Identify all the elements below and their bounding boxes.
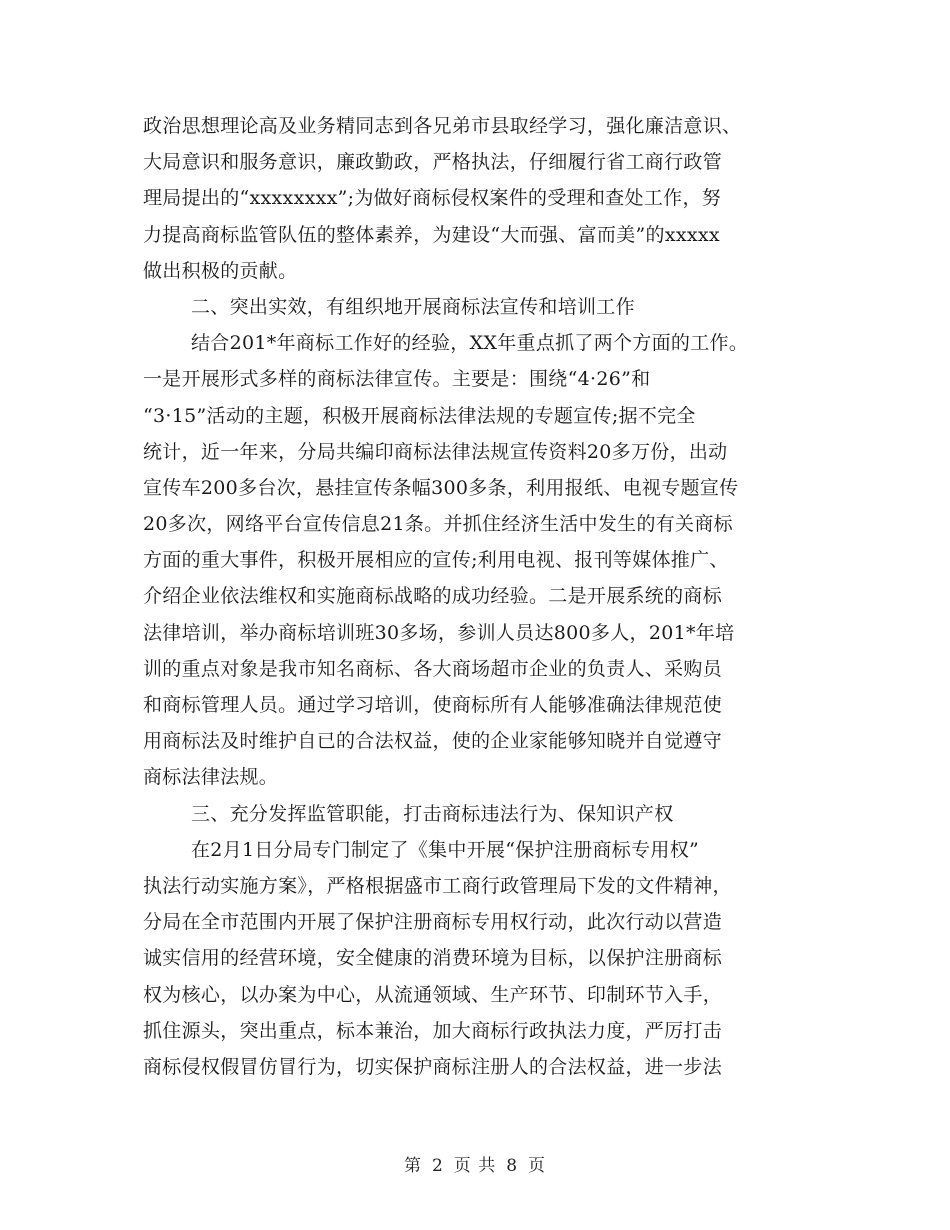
text-line-14: 介绍企业依法维权和实施商标战略的成功经验。二是开展系统的商标 (143, 585, 723, 608)
document-body (143, 108, 811, 1085)
text-line-19: 商标法律法规。 (143, 766, 279, 789)
footer-current-page: 2 (431, 1156, 444, 1176)
text-line-17: 和商标管理人员。通过学习培训，使商标所有人能够准确法律规范使 (143, 694, 723, 716)
text-line-24: 诚实信用的经营环境，安全健康的消费环境为目标，以保护注册商标 (143, 947, 723, 970)
text-line-25: 权为核心，以办案为中心，从流通领域、生产环节、印制环节入手， (143, 983, 723, 1006)
text-line-4: 力提高商标监管队伍的整体素养，为建设“大而强、富而美”的xxxxx (143, 223, 720, 246)
text-line-22: 执法行动实施方案》，严格根据盛市工商行政管理局下发的文件精神， (143, 874, 732, 897)
text-line-18: 用商标法及时维护自已的合法权益，使的企业家能够知晓并自觉遵守 (143, 730, 723, 753)
text-line-13: 方面的重大事件，积极开展相应的宣传;利用电视、报刊等媒体推广、 (143, 549, 729, 572)
text-line-12: 20多次，网络平台宣传信息21条。并抓住经济生活中发生的有关商标 (143, 513, 733, 536)
text-line-26: 抓住源头，突出重点，标本兼治，加大商标行政执法力度，严厉打击 (143, 1019, 723, 1042)
page-footer (0, 1151, 950, 1176)
text-line-11: 宣传车200多台次，悬挂宣传条幅300多条，利用报纸、电视专题宣传 (143, 476, 739, 499)
section-heading-3: 三、充分发挥监管职能，打击商标违法行为、保知识产权 (191, 802, 674, 825)
text-line-7: 结合201*年商标工作好的经验，XX年重点抓了两个方面的工作。 (191, 332, 749, 355)
footer-prefix: 第 (403, 1156, 422, 1176)
text-line-15: 法律培训，举办商标培训班30多场，参训人员达800多人，201*年培 (143, 621, 735, 644)
text-line-3: 理局提出的“xxxxxxxx”;为做好商标侵权案件的受理和查处工作，努 (143, 187, 722, 210)
text-line-23: 分局在全市范围内开展了保护注册商标专用权行动，此次行动以营造 (143, 911, 723, 934)
text-line-5: 做出积极的贡献。 (143, 259, 298, 282)
text-line-10: 统计，近一年来，分局共编印商标法律法规宣传资料20多万份，出动 (143, 440, 728, 463)
footer-total-pages: 8 (506, 1156, 519, 1176)
footer-middle: 页 共 (453, 1156, 497, 1176)
section-heading-2: 二、突出实效，有组织地开展商标法宣传和培训工作 (191, 295, 635, 318)
text-line-27: 商标侵权假冒仿冒行为，切实保护商标注册人的合法权益，进一步法 (143, 1055, 723, 1078)
text-line-16: 训的重点对象是我市知名商标、各大商场超市企业的负责人、采购员 (143, 657, 723, 680)
text-line-21: 在2月1日分局专门制定了《集中开展“保护注册商标专用权” (191, 838, 700, 861)
footer-suffix: 页 (528, 1156, 547, 1176)
text-line-2: 大局意识和服务意识，廉政勤政，严格执法，仔细履行省工商行政管 (143, 151, 723, 174)
text-line-9: “3·15”活动的主题，积极开展商标法律法规的专题宣传;据不完全 (143, 404, 696, 427)
text-line-8: 一是开展形式多样的商标法律宣传。主要是：围绕“4·26”和 (143, 368, 651, 391)
text-line-1: 政治思想理论高及业务精同志到各兄弟市县取经学习，强化廉洁意识、 (143, 115, 742, 137)
